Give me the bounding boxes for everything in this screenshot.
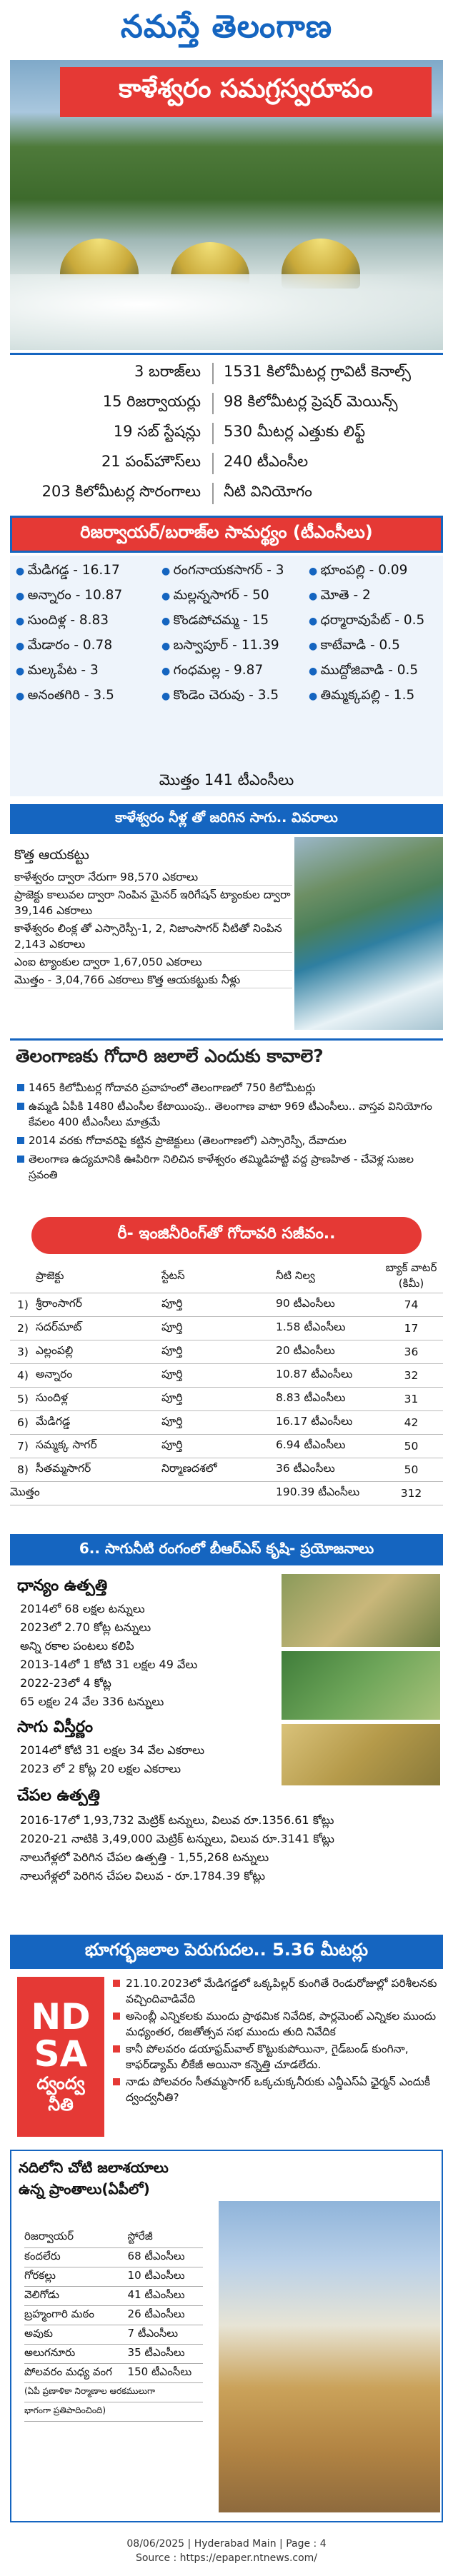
table-cell: 50 xyxy=(379,1435,443,1458)
water-splash-image xyxy=(10,274,443,350)
table-cell: పోలవరం మధ్య వంగ xyxy=(24,2363,128,2382)
table-header: బ్యాక్ వాటర్ (కిమీ) xyxy=(379,1261,443,1293)
reservoirs-list xyxy=(10,556,443,770)
table-row xyxy=(24,2363,203,2382)
ayacut-list xyxy=(10,837,292,1030)
ndsa-text: నీతి xyxy=(48,2095,74,2115)
table-cell: 1.58 టీఎంసీలు xyxy=(276,1317,379,1340)
ayacut-item: కాళేశ్వరం ద్వారా నేరుగా 98,570 ఎకరాలు xyxy=(14,869,292,886)
canal-photo xyxy=(294,837,443,1030)
harvest-photo xyxy=(282,1724,440,1785)
table-cell: 150 టీఎంసీలు xyxy=(128,2363,203,2382)
table-cell: 16.17 టీఎంసీలు xyxy=(276,1411,379,1435)
reservoirs-total: మొత్తం 141 టీఎంసీలు xyxy=(10,768,443,796)
reservoir-column xyxy=(16,558,159,708)
table-cell: కందలేరు xyxy=(24,2247,128,2267)
ayacut-item: మొత్తం - 3,04,766 ఎకరాలు కొత్త ఆయకట్టుకు నీళ్లు xyxy=(14,972,292,988)
ndsa-text: ద్వంద్వ xyxy=(36,2073,85,2093)
reengineering-table xyxy=(10,1261,443,1505)
reservoir-item: ● మేడిగడ్డ - 16.17 xyxy=(16,558,159,583)
ndsa-text: ND xyxy=(31,1996,91,2038)
table-row xyxy=(24,2267,203,2286)
reservoir-item: ● బస్వాపూర్ - 11.39 xyxy=(161,633,304,658)
table-header: ప్రాజెక్టు xyxy=(36,1261,161,1293)
table-cell: 74 xyxy=(379,1293,443,1317)
fact-right: 1531 కిలోమీటర్ల గ్రావిటీ కెనాల్స్ xyxy=(224,363,412,380)
table-row xyxy=(10,1388,443,1411)
table-cell: పూర్తి xyxy=(161,1293,276,1317)
table-cell: శ్రీరాంసాగర్ xyxy=(36,1293,161,1317)
crop-heading: సాగు విస్తీర్ణం xyxy=(17,1718,94,1736)
table-row xyxy=(10,1458,443,1482)
groundwater-header xyxy=(10,1935,443,1969)
crop-line: 2014లో కోటి 31 లక్షల 34 వేల ఎకరాలు xyxy=(20,1743,204,1757)
table-header: రిజర్వాయర్ xyxy=(24,2228,128,2247)
table-cell: 2) xyxy=(10,1317,36,1340)
question-bullets xyxy=(10,1078,443,1200)
table-cell: 68 టీఎంసీలు xyxy=(128,2247,203,2267)
reservoir-item: ● మల్లన్నసాగర్ - 50 xyxy=(161,583,304,608)
table-cell: 3) xyxy=(10,1340,36,1364)
agri-title: 6.. సాగునీటి రంగంలో బీఆర్‌ఎస్ కృషి- ప్రయోజనాలు xyxy=(79,1539,374,1557)
table-cell: అవుకు xyxy=(24,2325,128,2344)
fact-left: 19 సబ్ స్టేషన్లు xyxy=(10,423,214,444)
table-cell: భాగంగా ప్రతిపాదించింది) xyxy=(24,2402,203,2421)
table-cell: 41 టీఎంసీలు xyxy=(128,2286,203,2305)
ap-reservoirs-title xyxy=(19,2157,169,2200)
fact-right: 240 టీఎంసీల xyxy=(224,453,309,470)
fact-left: 3 బరాజ్‌లు xyxy=(10,363,214,384)
table-row xyxy=(10,1411,443,1435)
ndsa-badge xyxy=(17,1977,104,2137)
reservoir-item: ● భూంపల్లి - 0.09 xyxy=(309,558,452,583)
table-header: స్టోరేజీ xyxy=(128,2228,203,2247)
table-cell: 90 టీఎంసీలు xyxy=(276,1293,379,1317)
grain-line: 2014లో 68 లక్షల టన్నులు xyxy=(20,1602,145,1615)
table-cell: పూర్తి xyxy=(161,1364,276,1388)
hero-image xyxy=(10,60,443,350)
ndsa-points xyxy=(113,1975,443,2107)
table-cell: 190.39 టీఎంసీలు xyxy=(276,1482,379,1505)
fact-row xyxy=(10,361,443,386)
fish-line: నాలుగేళ్లలో పెరిగిన చేపల ఉత్పత్తి - 1,55,268 టన్నులు xyxy=(20,1850,269,1864)
question-item: ఉమ్మడి ఏపీకి 1480 టీఎంసీల కేటాయింపు.. తెలంగాణ వాటా 969 టీఎంసీలు.. వాస్తవ వినియోగం కేవలం 400 టీఎంసీలు మాత్రమే xyxy=(17,1098,443,1130)
table-total-row xyxy=(10,1482,443,1505)
masthead-logo: నమస్తే తెలంగాణ xyxy=(120,9,333,45)
table-row xyxy=(10,1340,443,1364)
table-cell: 4) xyxy=(10,1364,36,1388)
table-header: స్టేటస్ xyxy=(161,1261,276,1293)
ayacut-heading: కొత్త ఆయకట్టు xyxy=(14,847,89,863)
table-cell: 17 xyxy=(379,1317,443,1340)
table-cell: 312 xyxy=(379,1482,443,1505)
table-header xyxy=(10,1261,36,1293)
fact-left: 203 కిలోమీటర్ల సొరంగాలు xyxy=(10,483,214,504)
fact-right: నీటి వినియోగం xyxy=(224,483,312,500)
footer-line: 08/06/2025 | Hyderabad Main | Page : 4 xyxy=(126,2538,327,2550)
reservoir-item: ● ముద్దోజివాడి - 0.5 xyxy=(309,658,452,683)
table-row xyxy=(10,1293,443,1317)
table-cell: 8.83 టీఎంసీలు xyxy=(276,1388,379,1411)
table-cell: 20 టీఎంసీలు xyxy=(276,1340,379,1364)
grain-line: 65 లక్షల 24 వేల 336 టన్నులు xyxy=(20,1695,164,1708)
reservoir-item: ● రంగనాయకసాగర్ - 3 xyxy=(161,558,304,583)
table-row xyxy=(24,2325,203,2344)
masthead xyxy=(10,4,443,57)
fish-line: 2020-21 నాటికి 3,49,000 మెట్రిక్ టన్నులు, విలువ రూ.3141 కోట్లు xyxy=(20,1832,334,1845)
table-cell: అలుగనూరు xyxy=(24,2344,128,2363)
table-cell: గోరకల్లు xyxy=(24,2267,128,2286)
table-header-row xyxy=(24,2228,203,2247)
reservoir-item: ● తిమ్మక్కపల్లి - 1.5 xyxy=(309,683,452,708)
fact-left: 21 పంప్‌హౌస్‌లు xyxy=(10,453,214,474)
fact-row xyxy=(10,391,443,416)
reservoir-item: ● కాటేవాడి - 0.5 xyxy=(309,633,452,658)
question-title: తెలంగాణకు గోదారి జలాలే ఎందుకు కావాలె? xyxy=(16,1045,324,1066)
table-cell: 31 xyxy=(379,1388,443,1411)
reservoir-item: ● మల్కపేట - 3 xyxy=(16,658,159,683)
table-cell: అన్నారం xyxy=(36,1364,161,1388)
table-cell: (ఏపీ ప్రణాళికా నిర్మాణాల ఆరకములుగా xyxy=(24,2382,203,2402)
table-cell: సీతమ్మసాగర్ xyxy=(36,1458,161,1482)
reservoir-item: ● సుందిళ్ల - 8.83 xyxy=(16,608,159,633)
table-cell: 10 టీఎంసీలు xyxy=(128,2267,203,2286)
reservoir-item: ● కొండెం చెరువు - 3.5 xyxy=(161,683,304,708)
table-cell: 6) xyxy=(10,1411,36,1435)
table-cell: సదర్‌మాట్ xyxy=(36,1317,161,1340)
reservoirs-title: రిజర్వాయర్/బరాజ్‌ల సామర్థ్యం (టీఎంసీలు) xyxy=(80,522,373,542)
table-cell: 10.87 టీఎంసీలు xyxy=(276,1364,379,1388)
groundwater-title: భూగర్భజలాల పెరుగుదల.. 5.36 మీటర్లు xyxy=(84,1940,369,1960)
fish-line: 2016-17లో 1,93,732 మెట్రిక్ టన్నులు, విలువ రూ.1356.61 కోట్లు xyxy=(20,1813,334,1827)
hero-title: కాళేశ్వరం సమగ్రస్వరూపం xyxy=(119,74,373,104)
table-row xyxy=(24,2344,203,2363)
reengineering-title: రీ- ఇంజినీరింగ్‌తో గోదావరి సజీవం.. xyxy=(117,1225,336,1243)
table-header: నీటి నిల్వ xyxy=(276,1261,379,1293)
ayacut-section-header xyxy=(10,804,443,834)
page-footer xyxy=(0,2537,453,2565)
table-cell: మేడిగడ్డ xyxy=(36,1411,161,1435)
fact-right: 530 మీటర్ల ఎత్తుకు లిఫ్ట్ xyxy=(224,423,366,440)
ndsa-point: కానీ పోలవరం డయాఫ్రమ్‌వాల్ కొట్టుకుపోయినా, గైడ్‌బండ్ కుంగినా, కాఫర్‌డ్యామ్ లీకేజీ అయినా కన్నెత్తి చూడలేదు. xyxy=(113,2041,443,2073)
table-cell: 36 టీఎంసీలు xyxy=(276,1458,379,1482)
paddy-field-photo xyxy=(282,1651,440,1720)
table-cell: 50 xyxy=(379,1458,443,1482)
farmer-photo xyxy=(282,1574,440,1647)
table-cell: 8) xyxy=(10,1458,36,1482)
question-item: తెలంగాణ ఉద్యమానికి ఊపిరిగా నిలిచిన కాళేశ్వరం తమ్మిడిహట్టి వద్ద ప్రాణహిత - చేవెళ్ల సుజల స్రవంతి xyxy=(17,1151,443,1183)
table-row xyxy=(24,2286,203,2305)
ndsa-point: నాడు పోలవరం సీతమ్మసాగర్ ఒక్కచుక్కనీరుకు ఎన్డీఎస్‌ఏ ఛైర్మన్ ఎందుకీ ద్వంద్వనీతి? xyxy=(113,2074,443,2105)
reservoir-item: ● అనంతగిరి - 3.5 xyxy=(16,683,159,708)
fact-right: 98 కిలోమీటర్ల ప్రెషర్ మెయిన్స్ xyxy=(224,393,398,410)
grain-line: అన్ని రకాల పంటలు కలిపి xyxy=(20,1639,134,1653)
reservoir-item: ● మేడారం - 0.78 xyxy=(16,633,159,658)
table-row xyxy=(24,2402,203,2421)
ap-reservoirs-box xyxy=(10,2150,443,2522)
ap-reservoirs-title-line: నదిలోని చోటి జలాశయాలు xyxy=(19,2159,169,2176)
ap-reservoirs-title-line: ఉన్న ప్రాంతాలు(ఏపీలో) xyxy=(19,2180,150,2197)
table-row xyxy=(10,1435,443,1458)
fish-heading: చేపల ఉత్పత్తి xyxy=(17,1787,100,1805)
ndsa-point: 21.10.2023లో మేడిగడ్డలో ఒక్కపిల్లర్ కుంగితే రెండురోజుల్లో పరిశీలనకు వచ్చిందివాడివేది xyxy=(113,1975,443,2007)
ayacut-item: కాళేశ్వరం లింక్ల తో ఎస్సారెస్పీ-1, 2, నిజాంసాగర్ నీటితో నింపిన 2,143 ఎకరాలు xyxy=(14,921,292,953)
table-cell: సుందిళ్ల xyxy=(36,1388,161,1411)
table-cell: పూర్తి xyxy=(161,1388,276,1411)
reservoir-item: ● ధర్మారావుపేట్ - 0.5 xyxy=(309,608,452,633)
grain-line: 2022-23లో 4 కోట్ల xyxy=(20,1676,111,1690)
ayacut-title: కాళేశ్వరం నీళ్ల తో జరిగిన సాగు.. వివరాలు xyxy=(115,809,338,826)
agri-section-header xyxy=(10,1534,443,1565)
reservoir-column xyxy=(309,558,452,708)
table-cell: సమ్మక్క సాగర్ xyxy=(36,1435,161,1458)
table-cell: 7 టీఎంసీలు xyxy=(128,2325,203,2344)
table-cell: పూర్తి xyxy=(161,1340,276,1364)
reservoir-item: ● కొండపోచమ్మ - 15 xyxy=(161,608,304,633)
table-cell: 1) xyxy=(10,1293,36,1317)
table-cell: పూర్తి xyxy=(161,1411,276,1435)
ndsa-text: SA xyxy=(34,2033,88,2075)
reservoir-item: ● గంధమల్ల - 9.87 xyxy=(161,658,304,683)
table-row xyxy=(10,1364,443,1388)
footer-source: Source : https://epaper.ntnews.com/ xyxy=(135,2552,318,2564)
fact-left: 15 రిజర్వాయర్లు xyxy=(10,393,214,414)
ndsa-point: అసెంబ్లీ ఎన్నికలకు ముందు ప్రాథమిక నివేదిక, పార్లమెంట్ ఎన్నికల ముందు మధ్యంతర, రజతోత్సవ సభ ముందు తుది నివేదిక xyxy=(113,2008,443,2040)
question-header xyxy=(10,1038,443,1076)
table-cell: బ్రహ్మంగారి మఠం xyxy=(24,2305,128,2325)
grain-heading: ధాన్యం ఉత్పత్తి xyxy=(17,1577,108,1595)
table-cell: నిర్మాణదశలో xyxy=(161,1458,276,1482)
table-cell: 26 టీఎంసీలు xyxy=(128,2305,203,2325)
fact-row xyxy=(10,451,443,476)
ayacut-item: ఎంఐ ట్యాంకుల ద్వారా 1,67,050 ఎకరాలు xyxy=(14,954,292,971)
table-cell: పూర్తి xyxy=(161,1435,276,1458)
ap-reservoirs-table xyxy=(24,2228,203,2422)
question-item: 1465 కిలోమీటర్ల గోదావరి ప్రవాహంలో తెలంగాణలో 750 కిలోమీటర్లు xyxy=(17,1080,443,1096)
hero-title-band xyxy=(60,67,432,117)
table-header-row xyxy=(10,1261,443,1293)
reengineering-header xyxy=(31,1217,422,1254)
crop-line: 2023 లో 2 కోట్ల 20 లక్షల ఎకరాలు xyxy=(20,1762,181,1775)
table-cell: 36 xyxy=(379,1340,443,1364)
reservoirs-section-header xyxy=(10,516,443,553)
table-cell: 42 xyxy=(379,1411,443,1435)
reservoir-item: ● అన్నారం - 10.87 xyxy=(16,583,159,608)
question-item: 2014 వరకు గోదావరిపై కట్టిన ప్రాజెక్టులు (తెలంగాణలో) ఎస్సారెస్పీ, దేవాదుల xyxy=(17,1133,443,1148)
reservoir-item: ● మోతె - 2 xyxy=(309,583,452,608)
table-cell: ఎల్లంపల్లి xyxy=(36,1340,161,1364)
ayacut-item: ప్రాజెక్టు కాలువల ద్వారా నింపిన మైనర్ ఇరిగేషన్ ట్యాంకుల ద్వారా 39,146 ఎకరాలు xyxy=(14,887,292,919)
reservoir-landscape-photo xyxy=(219,2201,440,2512)
fish-line: నాలుగేళ్లలో పెరిగిన చేపల విలువ - రూ.1784.39 కోట్లు xyxy=(20,1869,266,1883)
facts-grid xyxy=(10,353,443,517)
table-cell: పూర్తి xyxy=(161,1317,276,1340)
table-row xyxy=(24,2305,203,2325)
table-cell: 35 టీఎంసీలు xyxy=(128,2344,203,2363)
table-cell: వెలిగోడు xyxy=(24,2286,128,2305)
table-cell: 7) xyxy=(10,1435,36,1458)
table-cell: 5) xyxy=(10,1388,36,1411)
table-row xyxy=(24,2247,203,2267)
table-row xyxy=(10,1317,443,1340)
fact-row xyxy=(10,421,443,446)
table-cell: 6.94 టీఎంసీలు xyxy=(276,1435,379,1458)
table-cell: మొత్తం xyxy=(10,1482,276,1505)
grain-line: 2023లో 2.70 కోట్ల టన్నులు xyxy=(20,1620,151,1634)
grain-line: 2013-14లో 1 కోటి 31 లక్షల 49 వేలు xyxy=(20,1658,198,1671)
table-row xyxy=(24,2382,203,2402)
table-cell: 32 xyxy=(379,1364,443,1388)
fact-row xyxy=(10,481,443,506)
reservoir-column xyxy=(161,558,304,708)
